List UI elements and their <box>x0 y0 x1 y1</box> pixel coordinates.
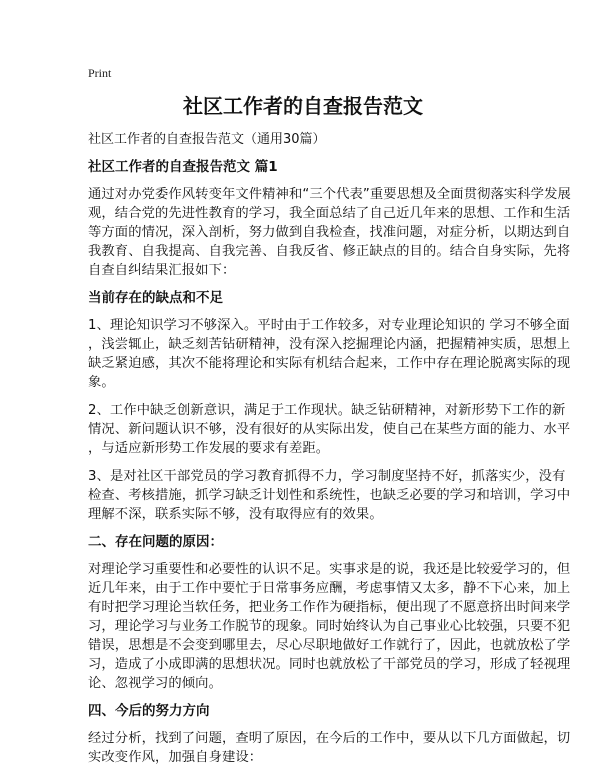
paragraph <box>88 316 571 392</box>
paragraph <box>88 560 571 693</box>
document-subtitle: 社区工作者的自查报告范文（通用30篇） <box>88 132 326 147</box>
text-line: 检查、考核措施，抓学习缺乏计划性和系统性，也缺乏必要的学习和培训，学习中 <box>88 488 571 503</box>
text-line: 理解不深，联系实际不够，没有取得应有的效果。 <box>88 507 383 522</box>
text-line: 缺乏紧迫感，其次不能将理论和实际有机结合起来，工作中存在理论脱离实际的现 <box>88 356 571 371</box>
text-line: 通过对办党委作风转变年文件精神和“三个代表”重要思想及全面贯彻落实科学发展 <box>88 187 571 202</box>
text-line: 错误，思想是不会变到哪里去，尽心尽职地做好工作就行了，因此，也就放松了学 <box>88 638 571 653</box>
text-line: 自查自纠结果汇报如下： <box>88 263 236 278</box>
text-line: ，与适应新形势工作发展的要求有差距。 <box>88 441 330 456</box>
text-line: 对理论学习重要性和必要性的认识不足。实事求是的说，我还是比较爱学习的，但 <box>88 562 571 577</box>
document-body <box>88 158 571 767</box>
text-line: 3、是对社区干部党员的学习教育抓得不力，学习制度坚持不好，抓落实少，没有 <box>88 469 566 484</box>
paragraph <box>88 729 571 767</box>
page-title: 社区工作者的自查报告范文 <box>183 94 423 118</box>
section-heading: 四、今后的努力方向 <box>88 703 210 719</box>
text-line: 观，结合党的先进性教育的学习，我全面总结了自己近几年来的思想、工作和生活 <box>88 206 571 221</box>
paragraph <box>88 185 571 280</box>
text-line: 有时把学习理论当软任务，把业务工作作为硬指标，便出现了不愿意挤出时间来学 <box>88 600 571 615</box>
text-line: ，浅尝辄止，缺乏刻苦钻研精神，没有深入挖掘理论内涵，把握精神实质，思想上 <box>88 337 571 352</box>
print-label[interactable]: Print <box>88 66 112 80</box>
text-line: 我教育、自我提高、自我完善、自我反省、修正缺点的目的。结合自身实际，先将 <box>88 244 571 259</box>
text-line: 2、工作中缺乏创新意识，满足于工作现状。缺乏钻研精神，对新形势下工作的新 <box>88 403 566 418</box>
text-line: 习，造成了小成即满的思想状况。同时也就放松了干部党员的学习，形成了轻视理 <box>88 657 571 672</box>
text-line: 象。 <box>88 375 115 390</box>
section-heading: 二、存在问题的原因： <box>88 534 223 550</box>
text-line: 习，理论学习与业务工作脱节的现象。同时始终认为自己事业心比较强，只要不犯 <box>88 619 571 634</box>
section-heading: 社区工作者的自查报告范文 篇1 <box>88 159 278 175</box>
text-line: 论、忽视学习的倾向。 <box>88 676 222 691</box>
text-line: 经过分析，找到了问题，查明了原因，在今后的工作中，要从以下几方面做起，切 <box>88 731 571 746</box>
text-line: 等方面的情况，深入剖析，努力做到自我检查，找准问题，对症分析，以期达到自 <box>88 225 571 240</box>
text-line: 情况、新问题认识不够，没有很好的从实际出发，使自己在某些方面的能力、水平 <box>88 422 571 437</box>
section-heading: 当前存在的缺点和不足 <box>88 290 223 306</box>
paragraph <box>88 401 571 458</box>
text-line: 实改变作风，加强自身建设： <box>88 750 263 765</box>
text-line: 1、理论知识学习不够深入。平时由于工作较多，对专业理论知识的 学习不够全面 <box>88 318 570 333</box>
text-line: 近几年来，由于工作中要忙于日常事务应酬，考虑事情又太多，静不下心来，加上 <box>88 581 571 596</box>
paragraph <box>88 467 571 524</box>
